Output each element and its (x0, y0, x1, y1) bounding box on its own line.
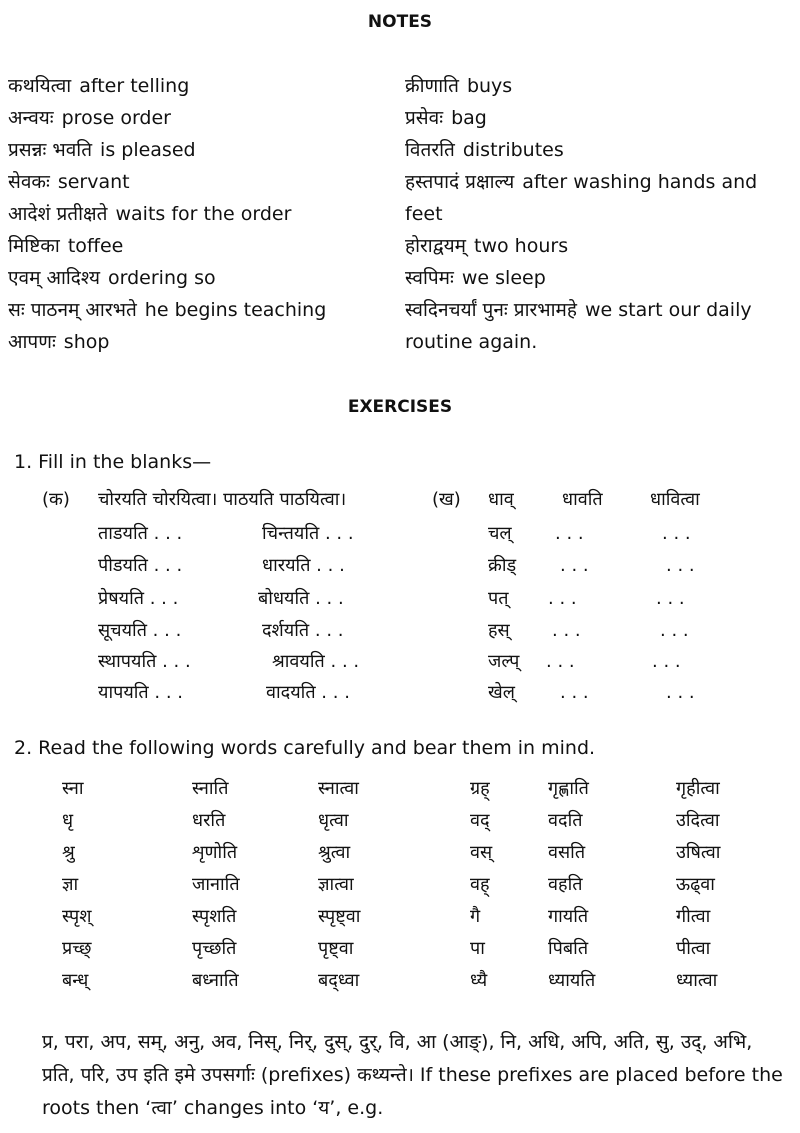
word-cell: गृहीत्वा (676, 778, 720, 799)
kha-root: धाव् (488, 489, 514, 510)
word-cell: ग्रह् (470, 778, 490, 799)
exercises-heading: EXERCISES (347, 397, 453, 417)
note-entry: मिष्टिका toffee (8, 235, 124, 257)
note-entry: सः पाठनम् आरभते he begins teaching (8, 299, 327, 321)
word-cell: उदित्वा (676, 810, 720, 831)
blank-word: पीडयति . . . (98, 555, 183, 576)
note-entry: स्वपिमः we sleep (405, 267, 546, 289)
blank-dots: . . . (666, 555, 695, 576)
note-entry: सेवकः servant (8, 171, 130, 193)
word-cell: स्ना (62, 778, 84, 799)
blank-word: स्थापयति . . . (98, 651, 191, 672)
word-cell: वसति (548, 842, 586, 863)
word-cell: पृष्ट्वा (318, 938, 354, 959)
word-cell: बध्नाति (192, 970, 239, 991)
blank-word: प्रेषयति . . . (98, 588, 179, 609)
blank-dots: . . . (666, 682, 695, 703)
word-cell: उषित्वा (676, 842, 721, 863)
word-cell: गायति (548, 906, 589, 927)
word-cell: स्पृश् (62, 906, 92, 927)
word-cell: श्रु (62, 842, 75, 863)
blank-word: यापयति . . . (98, 682, 184, 703)
ka-label: (क) (42, 489, 70, 510)
kha-label: (ख) (432, 489, 461, 510)
notes-heading: NOTES (367, 12, 433, 32)
note-entry: feet (405, 203, 443, 225)
blank-word: वादयति . . . (266, 682, 350, 703)
word-cell: वह् (470, 874, 490, 895)
q1-title: 1. Fill in the blanks— (14, 451, 212, 473)
note-entry: अन्वयः prose order (8, 107, 171, 129)
word-cell: धृ (62, 810, 74, 831)
blank-word: चिन्तयति . . . (262, 523, 354, 544)
word-cell: पा (470, 938, 485, 959)
word-cell: पिबति (548, 938, 589, 959)
blank-dots: . . . (560, 555, 589, 576)
word-cell: ध्यात्वा (676, 970, 718, 991)
note-entry: आपणः shop (8, 331, 110, 353)
root-word: चल् (488, 523, 512, 544)
word-cell: स्पृशति (192, 906, 237, 927)
word-cell: स्नात्वा (318, 778, 359, 799)
root-word: खेल् (488, 682, 515, 703)
word-cell: ऊढ्वा (676, 874, 715, 895)
q2-title: 2. Read the following words carefully and bear them in mind. (14, 737, 596, 759)
word-cell: वहति (548, 874, 583, 895)
blank-dots: . . . (652, 651, 681, 672)
blank-word: ताडयति . . . (98, 523, 183, 544)
word-cell: श्रुत्वा (318, 842, 351, 863)
root-word: जल्प् (488, 651, 520, 672)
note-entry: क्रीणाति buys (405, 75, 513, 97)
note-entry: होराद्वयम् two hours (405, 235, 569, 257)
word-cell: बद्ध्वा (318, 970, 360, 991)
word-cell: ध्यायति (548, 970, 596, 991)
blank-word: दर्शयति . . . (262, 620, 344, 641)
note-entry: हस्तपादं प्रक्षाल्य after washing hands and (405, 171, 758, 193)
note-entry: वितरति distributes (405, 139, 564, 161)
root-word: हस् (488, 620, 510, 641)
word-cell: स्नाति (192, 778, 229, 799)
word-cell: धृत्वा (318, 810, 349, 831)
blank-dots: . . . (555, 523, 584, 544)
word-cell: प्रच्छ् (62, 938, 92, 959)
word-cell: धरति (192, 810, 226, 831)
root-word: क्रीड् (488, 555, 517, 576)
note-entry: कथयित्वा after telling (8, 75, 190, 97)
kha-present: धावति (562, 489, 603, 510)
blank-word: बोधयति . . . (258, 588, 344, 609)
word-cell: ध्यै (470, 970, 488, 991)
blank-dots: . . . (662, 523, 691, 544)
blank-dots: . . . (548, 588, 577, 609)
word-cell: जानाति (192, 874, 240, 895)
word-cell: शृणोति (192, 842, 238, 863)
kha-absolutive: धावित्वा (650, 489, 700, 510)
blank-dots: . . . (546, 651, 575, 672)
word-cell: गीत्वा (676, 906, 711, 927)
note-entry: स्वदिनचर्यां पुनः प्रारभामहे we start our daily (405, 299, 752, 321)
blank-word: श्रावयति . . . (272, 651, 360, 672)
blank-word: सूचयति . . . (98, 620, 182, 641)
blank-dots: . . . (552, 620, 581, 641)
prefix-paragraph: प्र, परा, अप, सम्, अनु, अव, निस्, निर्, दुस्, दुर्, वि, आ (आङ्), नि, अधि, अपि, अति, सु, उद्, अभि, प्रति, परि, उप इति इमे उपसर्गाः (prefixes) कथ्यन्ते। If these prefixes are placed before the roots then ‘त्वा’ changes into ‘य’, e.g. (42, 1031, 783, 1119)
blank-dots: . . . (560, 682, 589, 703)
word-cell: स्पृष्ट्वा (318, 906, 361, 927)
blank-dots: . . . (660, 620, 689, 641)
root-word: पत् (488, 588, 509, 609)
note-entry: आदेशं प्रतीक्षते waits for the order (8, 203, 292, 225)
note-entry: routine again. (405, 331, 538, 353)
note-entry: एवम् आदिश्य ordering so (8, 267, 216, 289)
word-cell: बन्ध् (62, 970, 89, 991)
word-cell: वस् (470, 842, 493, 863)
word-cell: पृच्छति (192, 938, 237, 959)
word-cell: ज्ञा (62, 874, 79, 895)
blank-dots: . . . (656, 588, 685, 609)
word-cell: गृह्णाति (548, 778, 589, 799)
ka-example: चोरयति चोरयित्वा। पाठयति पाठयित्वा। (98, 489, 347, 510)
word-cell: गै (470, 906, 481, 927)
note-entry: प्रसन्नः भवति is pleased (8, 139, 196, 161)
word-cell: पीत्वा (676, 938, 711, 959)
word-cell: वदति (548, 810, 583, 831)
word-cell: ज्ञात्वा (318, 874, 354, 895)
blank-word: धारयति . . . (262, 555, 345, 576)
word-cell: वद् (470, 810, 490, 831)
note-entry: प्रसेवः bag (405, 107, 487, 129)
